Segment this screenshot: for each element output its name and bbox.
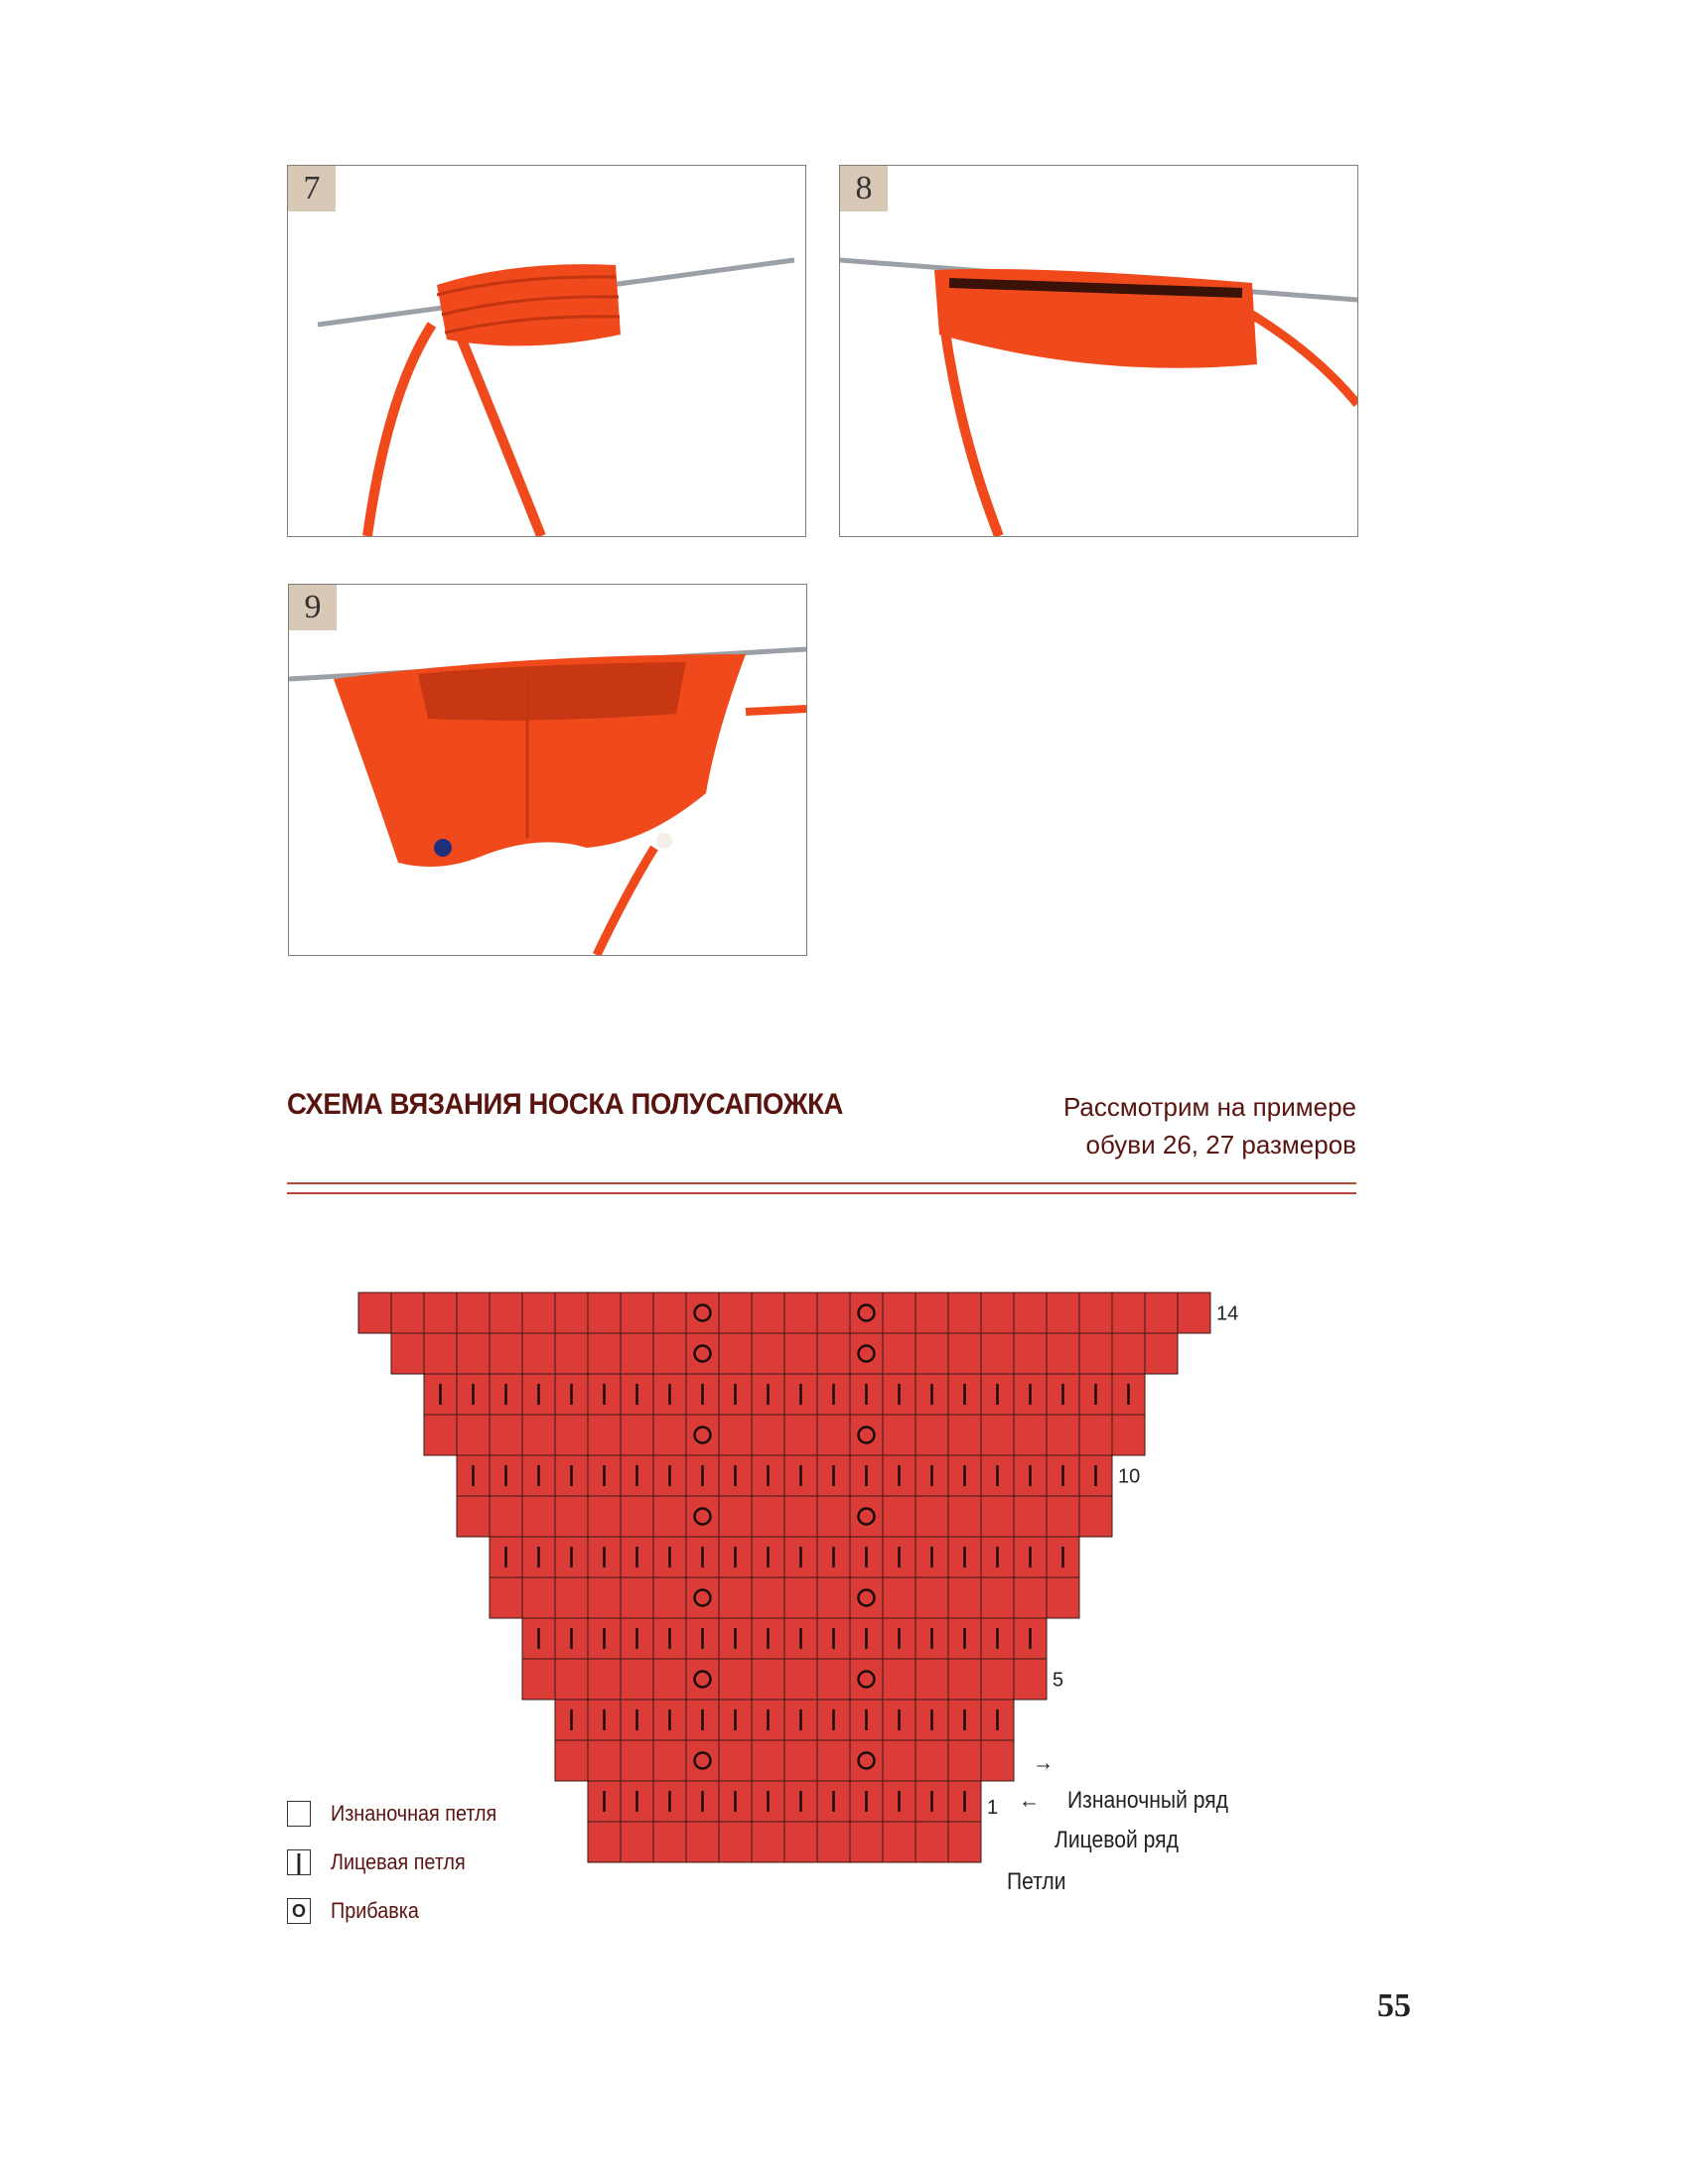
chart-cell <box>424 1293 457 1333</box>
chart-cell <box>817 1293 850 1333</box>
chart-cell <box>686 1496 719 1537</box>
chart-cell <box>981 1740 1014 1781</box>
section-note-line-2: обуви 26, 27 размеров <box>1085 1130 1356 1160</box>
circle-icon: O <box>287 1898 311 1924</box>
chart-cell <box>883 1659 915 1700</box>
chart-cell <box>915 1659 948 1700</box>
section-note-line-1: Рассмотрим на примере <box>1062 1092 1356 1122</box>
chart-cell <box>784 1740 817 1781</box>
chart-cell <box>948 1293 981 1333</box>
chart-cell <box>1014 1293 1047 1333</box>
chart-cell <box>588 1740 621 1781</box>
chart-cell <box>915 1577 948 1618</box>
stitches-label: Петли <box>1007 1868 1066 1895</box>
chart-cell <box>653 1822 686 1862</box>
chart-cell <box>719 1415 752 1455</box>
chart-cell <box>621 1659 653 1700</box>
chart-cell <box>883 1415 915 1455</box>
legend-increase <box>287 1896 429 1926</box>
chart-cell <box>915 1740 948 1781</box>
chart-cell <box>752 1822 784 1862</box>
chart-cell <box>653 1293 686 1333</box>
chart-cell <box>686 1577 719 1618</box>
chart-cell <box>883 1333 915 1374</box>
chart-cell <box>490 1496 522 1537</box>
chart-cell <box>719 1822 752 1862</box>
chart-cell <box>522 1496 555 1537</box>
chart-cell <box>948 1659 981 1700</box>
chart-cell <box>1014 1496 1047 1537</box>
chart-cell <box>883 1293 915 1333</box>
chart-cell <box>457 1333 490 1374</box>
chart-cell <box>883 1822 915 1862</box>
step-number-badge: 8 <box>840 166 888 211</box>
chart-cell <box>555 1496 588 1537</box>
chart-cell <box>948 1740 981 1781</box>
chart-cell <box>719 1659 752 1700</box>
chart-cell <box>1079 1333 1112 1374</box>
chart-cell <box>1014 1659 1047 1700</box>
chart-cell <box>948 1415 981 1455</box>
chart-cell <box>719 1577 752 1618</box>
chart-cell <box>1014 1577 1047 1618</box>
chart-cell <box>457 1293 490 1333</box>
chart-cell <box>686 1293 719 1333</box>
chart-cell <box>948 1333 981 1374</box>
chart-cell <box>784 1822 817 1862</box>
chart-cell <box>555 1577 588 1618</box>
chart-cell <box>490 1333 522 1374</box>
chart-cell <box>948 1496 981 1537</box>
chart-cell <box>424 1415 457 1455</box>
chart-cell <box>752 1333 784 1374</box>
chart-cell <box>784 1496 817 1537</box>
chart-cell <box>1112 1415 1145 1455</box>
chart-cell <box>522 1293 555 1333</box>
chart-cell <box>555 1415 588 1455</box>
chart-cell <box>850 1333 883 1374</box>
chart-cell <box>784 1415 817 1455</box>
chart-cell <box>1014 1415 1047 1455</box>
chart-cell <box>653 1415 686 1455</box>
chart-cells <box>358 1293 1210 1862</box>
chart-cell <box>1079 1293 1112 1333</box>
chart-cell <box>784 1293 817 1333</box>
chart-cell <box>621 1822 653 1862</box>
chart-cell <box>686 1822 719 1862</box>
chart-cell <box>915 1293 948 1333</box>
chart-cell <box>457 1496 490 1537</box>
chart-cell <box>522 1577 555 1618</box>
row-number-label: 10 <box>1118 1465 1141 1488</box>
legend-knit-stitch <box>287 1847 481 1877</box>
chart-cell <box>981 1333 1014 1374</box>
chart-cell <box>817 1496 850 1537</box>
chart-cell <box>653 1659 686 1700</box>
chart-cell <box>915 1822 948 1862</box>
chart-cell <box>588 1333 621 1374</box>
step-number-badge: 7 <box>288 166 336 211</box>
chart-cell <box>1014 1333 1047 1374</box>
chart-cell <box>817 1659 850 1700</box>
chart-cell <box>915 1333 948 1374</box>
chart-cell <box>1178 1293 1210 1333</box>
chart-cell <box>752 1496 784 1537</box>
chart-cell <box>784 1659 817 1700</box>
chart-cell <box>391 1293 424 1333</box>
legend-label: Лицевая петля <box>331 1849 466 1874</box>
chart-cell <box>621 1333 653 1374</box>
chart-cell <box>522 1415 555 1455</box>
row-number-label: 1 <box>987 1797 999 1819</box>
chart-cell <box>817 1740 850 1781</box>
arrow-right-icon: → <box>1033 1749 1055 1776</box>
chart-cell <box>1047 1415 1079 1455</box>
chart-cell <box>883 1740 915 1781</box>
chart-cell <box>981 1415 1014 1455</box>
chart-cell <box>653 1740 686 1781</box>
chart-cell <box>522 1333 555 1374</box>
legend-label: Изнаночная петля <box>331 1801 497 1826</box>
chart-cell <box>752 1293 784 1333</box>
chart-cell <box>588 1822 621 1862</box>
chart-cell <box>850 1822 883 1862</box>
chart-cell <box>621 1293 653 1333</box>
legend-label: Прибавка <box>331 1898 419 1923</box>
chart-cell <box>784 1333 817 1374</box>
chart-cell <box>915 1496 948 1537</box>
chart-cell <box>490 1577 522 1618</box>
chart-cell <box>588 1577 621 1618</box>
chart-cell <box>981 1577 1014 1618</box>
chart-cell <box>1047 1293 1079 1333</box>
chart-cell <box>555 1740 588 1781</box>
chart-cell <box>653 1496 686 1537</box>
row-number-label: 14 <box>1216 1302 1239 1325</box>
chart-cell <box>1145 1333 1178 1374</box>
chart-cell <box>981 1659 1014 1700</box>
chart-cell <box>686 1333 719 1374</box>
section-title: СХЕМА ВЯЗАНИЯ НОСКА ПОЛУСАПОЖКА <box>287 1088 844 1121</box>
chart-cell <box>555 1293 588 1333</box>
chart-cell <box>1079 1496 1112 1537</box>
chart-cell <box>522 1659 555 1700</box>
chart-cell <box>850 1577 883 1618</box>
row-number-label: 5 <box>1053 1669 1064 1692</box>
chart-cell <box>686 1415 719 1455</box>
chart-cell <box>883 1496 915 1537</box>
chart-cell <box>719 1740 752 1781</box>
chart-cell <box>981 1293 1014 1333</box>
chart-cell <box>850 1740 883 1781</box>
chart-cell <box>883 1577 915 1618</box>
chart-cell <box>1145 1293 1178 1333</box>
chart-cell <box>719 1333 752 1374</box>
chart-cell <box>752 1415 784 1455</box>
chart-cell <box>1079 1415 1112 1455</box>
step-number-badge: 9 <box>289 585 337 630</box>
chart-cell <box>1047 1496 1079 1537</box>
arrow-left-icon: ← <box>1019 1787 1041 1814</box>
chart-cell <box>752 1577 784 1618</box>
chart-cell <box>358 1293 391 1333</box>
chart-cell <box>915 1415 948 1455</box>
chart-cell <box>719 1293 752 1333</box>
chart-cell <box>1112 1293 1145 1333</box>
empty-square-icon <box>287 1801 311 1827</box>
chart-cell <box>490 1293 522 1333</box>
chart-cell <box>719 1496 752 1537</box>
chart-cell <box>490 1415 522 1455</box>
chart-cell <box>850 1415 883 1455</box>
page-number: 55 <box>1377 1987 1411 2024</box>
chart-cell <box>555 1333 588 1374</box>
chart-cell <box>1047 1333 1079 1374</box>
chart-cell <box>686 1740 719 1781</box>
chart-cell <box>588 1496 621 1537</box>
chart-cell <box>948 1577 981 1618</box>
vertical-bar-icon: | <box>287 1849 311 1875</box>
chart-cell <box>948 1822 981 1862</box>
chart-cell <box>686 1659 719 1700</box>
chart-cell <box>1112 1333 1145 1374</box>
chart-cell <box>850 1659 883 1700</box>
chart-cell <box>588 1415 621 1455</box>
chart-cell <box>653 1577 686 1618</box>
chart-cell <box>817 1577 850 1618</box>
chart-cell <box>424 1333 457 1374</box>
chart-cell <box>1047 1577 1079 1618</box>
chart-cell <box>621 1496 653 1537</box>
chart-cell <box>784 1577 817 1618</box>
chart-cell <box>817 1333 850 1374</box>
purl-row-label: Изнаночный ряд <box>1067 1787 1229 1814</box>
chart-cell <box>457 1415 490 1455</box>
legend-purl-stitch <box>287 1799 515 1829</box>
chart-cell <box>621 1415 653 1455</box>
chart-cell <box>850 1496 883 1537</box>
chart-cell <box>981 1496 1014 1537</box>
chart-cell <box>817 1822 850 1862</box>
knit-row-label: Лицевой ряд <box>1055 1827 1179 1853</box>
chart-cell <box>653 1333 686 1374</box>
chart-cell <box>588 1659 621 1700</box>
chart-cell <box>391 1333 424 1374</box>
chart-cell <box>752 1740 784 1781</box>
chart-cell <box>850 1293 883 1333</box>
chart-cell <box>621 1740 653 1781</box>
chart-cell <box>555 1659 588 1700</box>
chart-cell <box>817 1415 850 1455</box>
chart-cell <box>752 1659 784 1700</box>
chart-cell <box>621 1577 653 1618</box>
chart-cell <box>588 1293 621 1333</box>
